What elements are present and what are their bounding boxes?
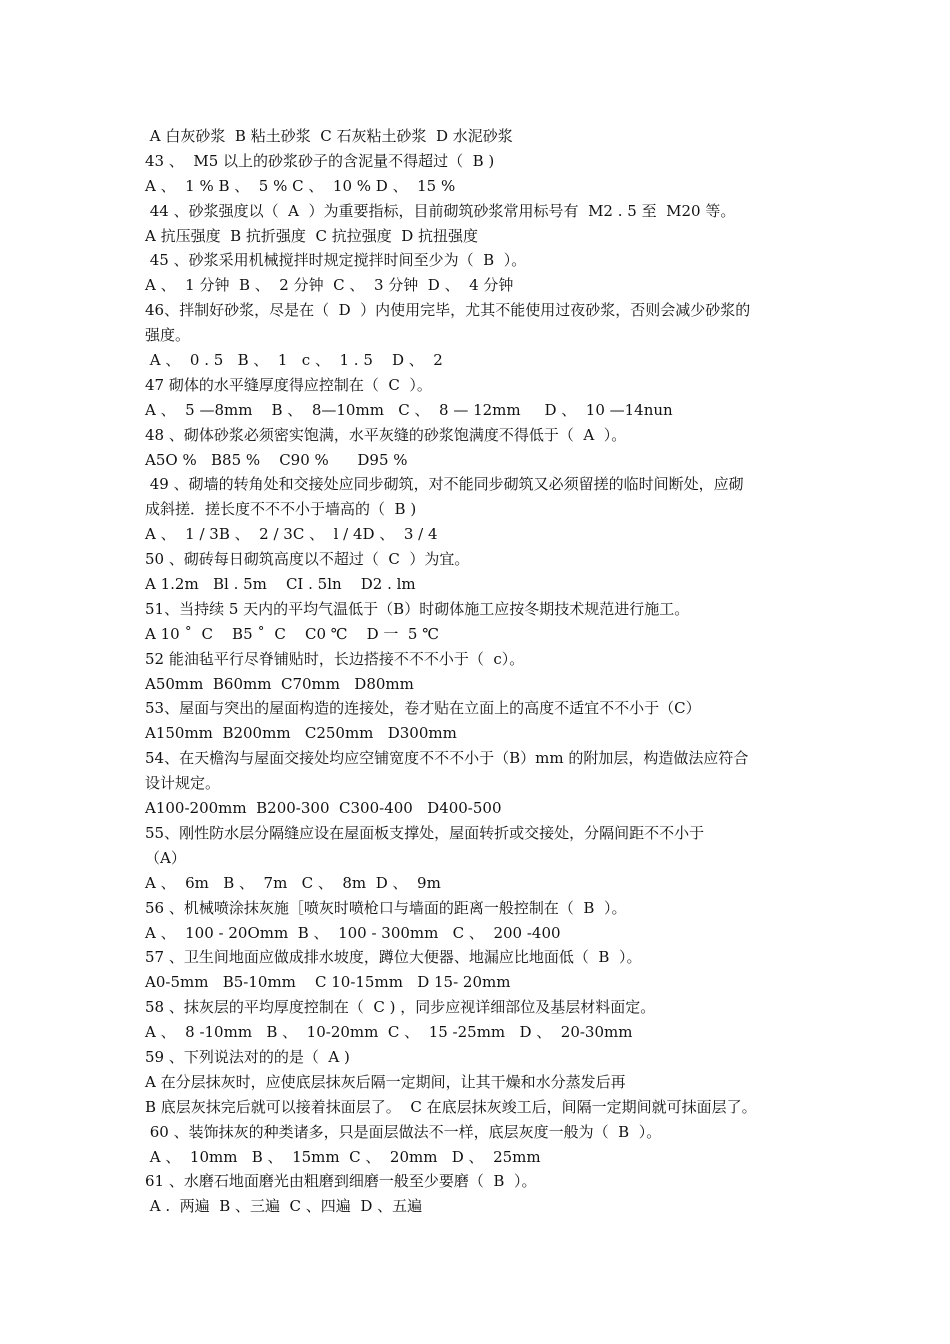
question-45: 45 、砂浆采用机械搅拌时规定搅拌时间至少为（ B ）。 <box>145 251 527 270</box>
question-43: 43 、 M5 以上的砂浆砂子的含泥量不得超过（ B ) <box>145 151 495 170</box>
options-61: A . 两遍 B 、三遍 C 、四遍 D 、五遍 <box>145 1197 423 1216</box>
options-56: A 、 100 - 20Omm B 、 100 - 300mm C 、 200 -400 <box>145 923 561 942</box>
options-45: A 、 1 分钟 B 、 2 分钟 C 、 3 分钟 D 、 4 分钟 <box>145 276 514 295</box>
question-52: 52 能油毡平行尽脊铺贴时，长边搭接不不不小于（ c）。 <box>145 649 525 668</box>
options-59-a: A 在分层抹灰时，应使底层抹灰后隔一定期间，让其干燥和水分蒸发后再 <box>145 1072 626 1091</box>
question-47: 47 砌体的水平缝厚度得应控制在（ C ）。 <box>145 375 432 394</box>
question-54-cont: 设计规定。 <box>145 774 221 793</box>
options-50: A 1.2m Bl . 5m CI . 5ln D2 . lm <box>145 575 416 594</box>
question-53: 53、屋面与突出的屋面构造的连接处，卷才贴在立面上的高度不适宜不不小于（C） <box>145 699 701 718</box>
options-44: A 抗压强度 B 抗折强度 C 抗拉强度 D 抗扭强度 <box>145 226 479 245</box>
question-60: 60 、装饰抹灰的种类诸多，只是面层做法不一样，底层灰度一般为（ B ）。 <box>145 1122 662 1141</box>
document-page <box>145 124 835 1219</box>
question-46: 46、拌制好砂浆，尽是在（ D ）内使用完毕，尤其不能使用过夜砂浆，否则会减少砂浆的 <box>145 301 751 320</box>
options-52: A50mm B60mm C70mm D80mm <box>145 674 414 693</box>
text-line: A 白灰砂浆 B 粘土砂浆 C 石灰粘土砂浆 D 水泥砂浆 <box>145 127 513 145</box>
question-51: 51、当持续 5 天内的平均气温低于（B）时砌体施工应按冬期技术规范进行施工。 <box>145 599 690 618</box>
options-60: A 、 10mm B 、 15mm C 、 20mm D 、 25mm <box>145 1147 541 1166</box>
options-58: A 、 8 -10mm B 、 10-20mm C 、 15 -25mm D 、 20-30mm <box>145 1023 633 1042</box>
question-54: 54、在天檐沟与屋面交接处均应空铺宽度不不不小于（B）mm 的附加层，构造做法应符合 <box>145 749 749 768</box>
question-44: 44 、砂浆强度以（ A ）为重要指标，目前砌筑砂浆常用标号有 M2 . 5 至 M20 等。 <box>145 201 736 220</box>
options-54: A100-200mm B200-300 C300-400 D400-500 <box>145 799 502 818</box>
question-55-cont: （A） <box>145 848 186 867</box>
options-46: A 、 0 . 5 B 、 1 c 、 1 . 5 D 、 2 <box>145 351 443 370</box>
question-49: 49 、砌墙的转角处和交接处应同步砌筑，对不能同步砌筑又必须留搓的临时间断处，应砌 <box>145 475 744 494</box>
question-56: 56 、机械喷涂抹灰施［喷灰时喷枪口与墙面的距离一般控制在（ B ）。 <box>145 898 627 917</box>
question-57: 57 、卫生间地面应做成排水坡度，蹲位大便器、地漏应比地面低（ B ）。 <box>145 948 642 967</box>
question-48: 48 、砌体砂浆必须密实饱满，水平灰缝的砂浆饱满度不得低于（ A ）。 <box>145 425 627 444</box>
options-43: A 、 1 % B 、 5 % C 、 10 % D 、 15 % <box>145 176 456 195</box>
options-59-bc: B 底层灰抹完后就可以接着抹面层了。 C 在底层抹灰竣工后，间隔一定期间就可抹面层了。 <box>145 1097 757 1116</box>
question-46-cont: 强度。 <box>145 326 191 345</box>
question-59: 59 、下列说法对的的是（ A ) <box>145 1047 350 1066</box>
options-55: A 、 6m B 、 7m C 、 8m D 、 9m <box>145 873 441 892</box>
options-51: A 10 ˚ C B5 ˚ C C0 ℃ D 一 5 ℃ <box>145 624 440 643</box>
question-49-cont: 成斜搓．搓长度不不不小于墙高的（ B ) <box>145 500 417 519</box>
options-49: A 、 1 / 3B 、 2 / 3C 、 l / 4D 、 3 / 4 <box>145 525 438 544</box>
question-58: 58 、抹灰层的平均厚度控制在（ C ) ，同步应视详细部位及基层材料面定。 <box>145 998 656 1017</box>
question-50: 50 、砌砖每日砌筑高度以不超过（ C ）为宜。 <box>145 550 470 569</box>
question-55: 55、刚性防水层分隔缝应设在屋面板支撑处，屋面转折或交接处，分隔间距不不小于 <box>145 823 705 842</box>
options-47: A 、 5 —8mm B 、 8—10mm C 、 8 — 12mm D 、 10 —14nun <box>145 400 673 419</box>
options-57: A0-5mm B5-10mm C 10-15mm D 15- 20mm <box>145 973 511 992</box>
options-53: A150mm B200mm C250mm D300mm <box>145 724 457 743</box>
question-61: 61 、水磨石地面磨光由粗磨到细磨一般至少要磨（ B ）。 <box>145 1172 537 1191</box>
options-48: A5O % B85 % C90 % D95 % <box>145 450 408 469</box>
